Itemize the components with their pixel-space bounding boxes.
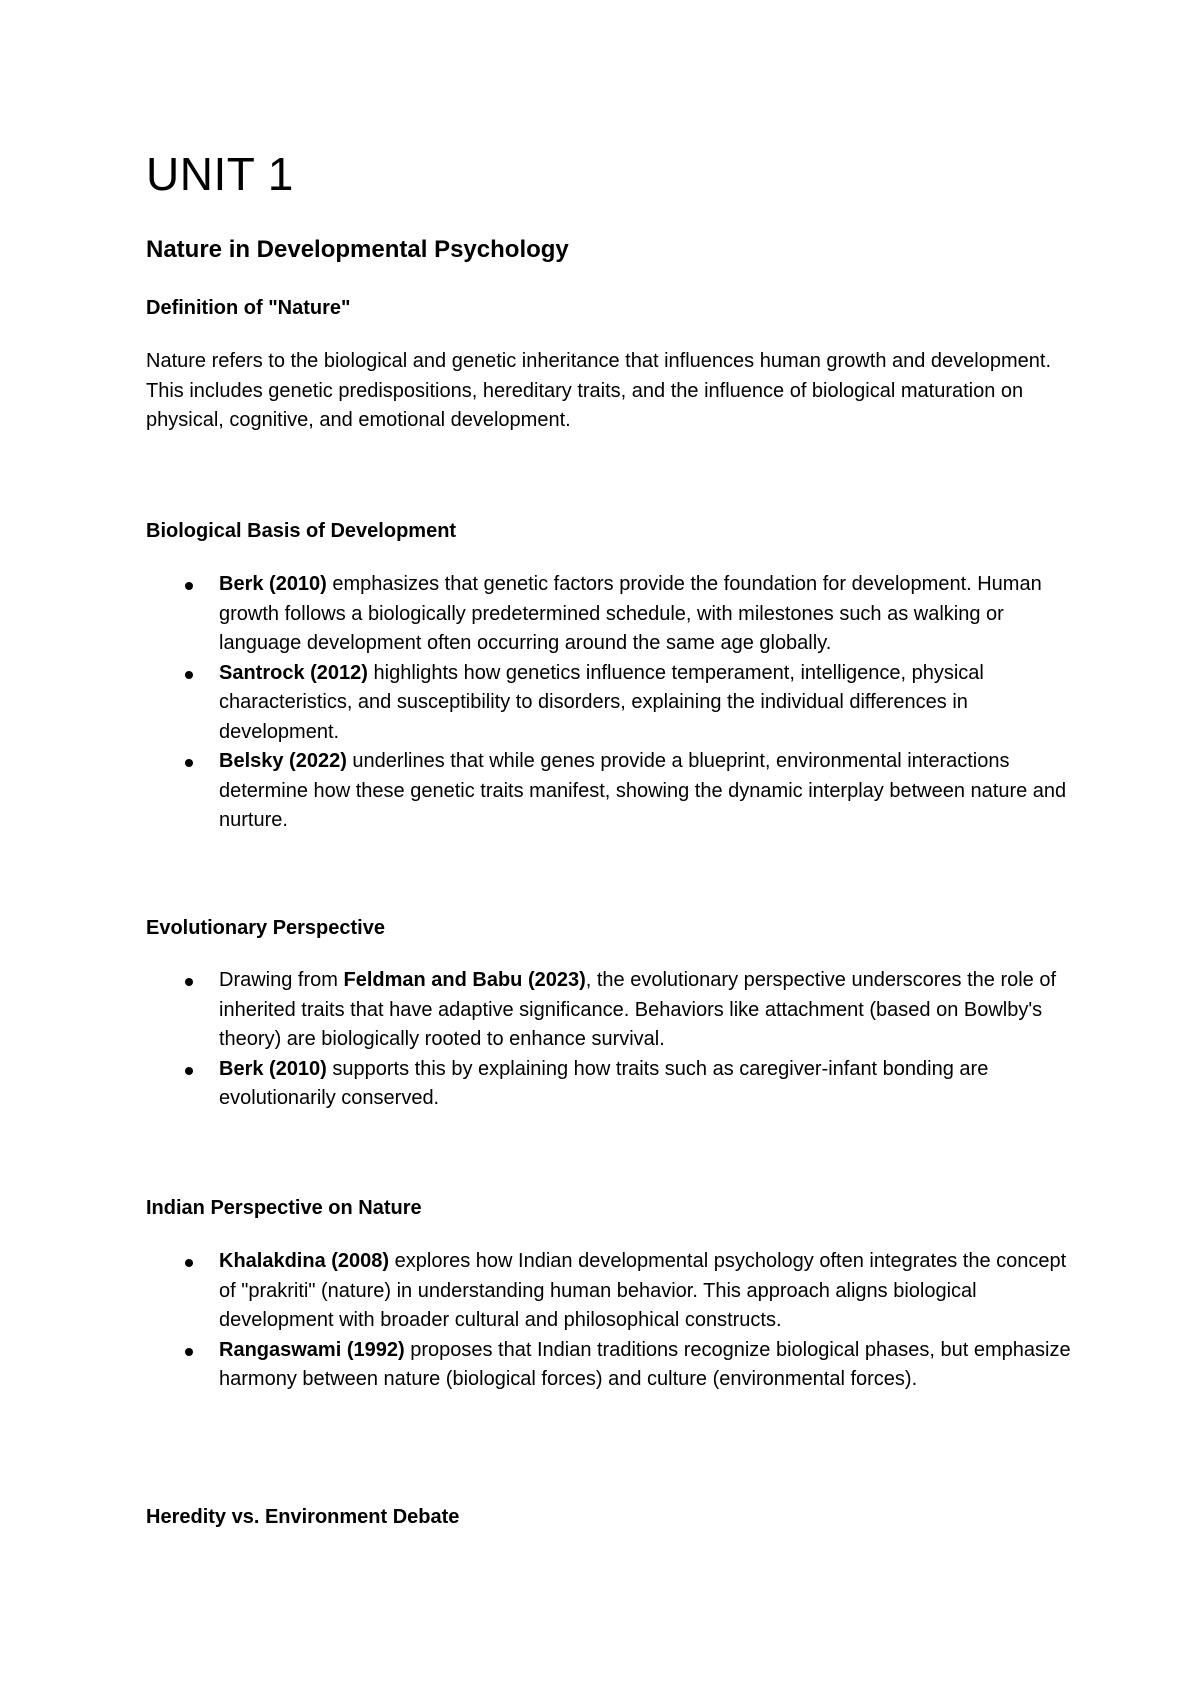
evolutionary-heading: Evolutionary Perspective	[146, 917, 385, 939]
section-title: Nature in Developmental Psychology	[146, 236, 569, 263]
definition-paragraph: Nature refers to the biological and genetic inheritance that influences human growth and development. This includes genetic predispositions, hereditary traits, and the influence of biological maturation on physical, cognitive, and emotional development.	[146, 350, 1052, 431]
citation: Khalakdina (2008)	[219, 1250, 390, 1272]
list-item: Belsky (2022) underlines that while genes provide a blueprint, environmental interactions determine how these genetic traits manifest, showing the dynamic interplay between nature and nurture.	[146, 747, 1086, 836]
bullet-icon	[185, 671, 193, 679]
citation: Feldman and Babu (2023)	[343, 969, 586, 991]
heredity-heading: Heredity vs. Environment Debate	[146, 1506, 460, 1528]
biological-basis-list	[146, 570, 1086, 836]
biological-basis-heading: Biological Basis of Development	[146, 520, 457, 542]
citation: Berk (2010)	[219, 573, 327, 595]
bullet-icon	[185, 1348, 193, 1356]
indian-perspective-heading: Indian Perspective on Nature	[146, 1197, 422, 1219]
bullet-icon	[185, 978, 193, 986]
citation: Belsky (2022)	[219, 750, 347, 772]
bullet-icon	[185, 1067, 193, 1075]
list-item: Santrock (2012) highlights how genetics influence temperament, intelligence, physical characteristics, and susceptibility to disorders, explaining the individual differences in development.	[146, 659, 1086, 748]
indian-perspective-list	[146, 1247, 1086, 1395]
list-item: Berk (2010) supports this by explaining how traits such as caregiver-infant bonding are evolutionarily conserved.	[146, 1055, 1086, 1114]
list-item: Drawing from Feldman and Babu (2023), the evolutionary perspective underscores the role of inherited traits that have adaptive significance. Behaviors like attachment (based on Bowlby's theory) are biologically rooted to enhance survival.	[146, 966, 1086, 1055]
evolutionary-list	[146, 966, 1086, 1114]
definition-heading: Definition of "Nature"	[146, 297, 351, 319]
citation: Berk (2010)	[219, 1057, 327, 1080]
list-item: Khalakdina (2008) explores how Indian developmental psychology often integrates the concept of "prakriti" (nature) in understanding human behavior. This approach aligns biological development with broader cultural and philosophical constructs.	[146, 1247, 1086, 1336]
list-item: Berk (2010) emphasizes that genetic factors provide the foundation for development. Human growth follows a biologically predetermined schedule, with milestones such as walking or language development often occurring around the same age globally.	[146, 570, 1086, 659]
bullet-icon	[185, 759, 193, 767]
unit-title: UNIT 1	[146, 148, 294, 200]
citation: Rangaswami (1992)	[219, 1338, 405, 1361]
list-item: Rangaswami (1992) proposes that Indian traditions recognize biological phases, but emphasize harmony between nature (biological forces) and culture (environmental forces).	[146, 1336, 1086, 1395]
citation: Santrock (2012)	[219, 661, 368, 684]
bullet-icon	[185, 1259, 193, 1267]
bullet-icon	[185, 582, 193, 590]
